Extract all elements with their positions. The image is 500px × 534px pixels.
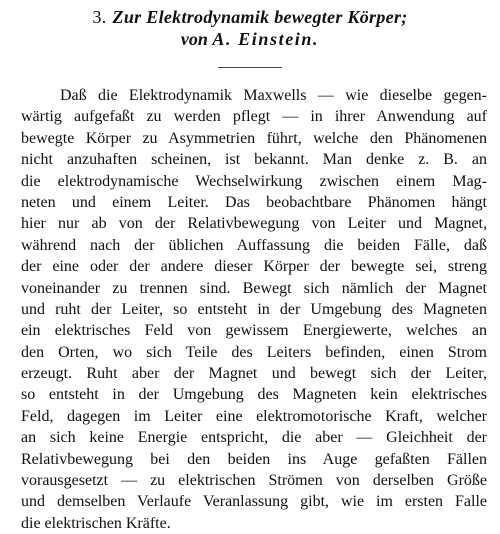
text-line: ein elektrisches Feld von gewissem Energiewerte, welches an <box>21 322 487 340</box>
text-line: wärtig aufgefaßt zu werden pflegt — in ihrer Anwendung auf <box>21 108 487 126</box>
text-line: an sich keine Energie entspricht, die aber — Gleichheit der <box>21 429 487 447</box>
text-line: die elektrischen Kräfte. <box>21 514 171 532</box>
paper-title: Zur Elektrodynamik bewegter Körper; <box>112 7 408 27</box>
text-line: bewegte Körper zu Asymmetrien führt, welche den Phänomenen <box>21 129 487 147</box>
title-line <box>0 6 500 28</box>
text-line: während nach der üblichen Auffassung die beiden Fälle, daß <box>21 236 487 254</box>
text-line: und demselben Verlaufe Veranlassung gibt, wie im ersten Falle <box>21 493 487 511</box>
text-line: vorausgesetzt — zu elektrischen Strömen von derselben Größe <box>21 472 487 490</box>
text-line: neten und einem Leiter. Das beobachtbare Phänomen hängt <box>21 193 487 211</box>
author-name: A. Einstein. <box>212 29 320 49</box>
text-line: den Orten, wo sich Teile des Leiters befinden, einen Strom <box>21 343 487 361</box>
text-line: voneinander zu trennen sind. Bewegt sich nämlich der Magnet <box>21 279 487 297</box>
text-line: Relativbewegung bei den beiden ins Auge gefaßten Fällen <box>21 450 487 468</box>
author-prefix: von <box>180 29 208 49</box>
text-line: nicht anzuhaften scheinen, ist bekannt. Man denke z. B. an <box>21 151 487 169</box>
text-line: so entsteht in der Umgebung des Magneten kein elektrisches <box>21 386 487 404</box>
section-number: 3. <box>92 7 107 27</box>
title-divider <box>218 67 282 68</box>
author-line <box>0 28 500 50</box>
text-line: Daß die Elektrodynamik Maxwells — wie dieselbe gegen- <box>60 87 487 104</box>
text-line: die elektrodynamische Wechselwirkung zwischen einem Mag- <box>21 172 487 190</box>
text-line: und ruht der Leiter, so entsteht in der Umgebung des Magneten <box>21 300 487 318</box>
text-line: der eine oder der andere dieser Körper der bewegte sei, streng <box>21 258 487 276</box>
text-line: hier nur ab von der Relativbewegung von Leiter und Magnet, <box>21 215 487 233</box>
body-paragraph <box>21 85 487 534</box>
header <box>0 6 500 50</box>
text-line: Feld, dagegen im Leiter eine elektromotorische Kraft, welcher <box>21 407 487 425</box>
text-line: erzeugt. Ruht aber der Magnet und bewegt sich der Leiter, <box>21 365 487 383</box>
